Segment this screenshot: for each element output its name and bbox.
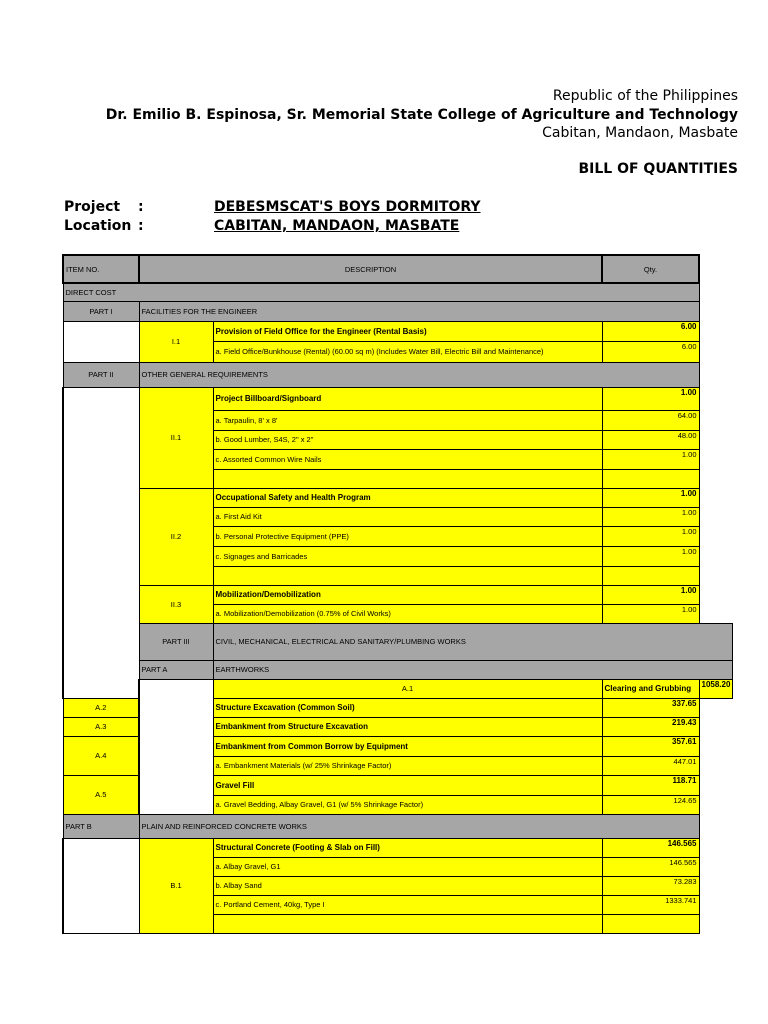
ii2-c: c. Signages and Barricades bbox=[213, 546, 602, 566]
ii2-code: II.2 bbox=[139, 488, 213, 585]
ii1-title: Project Billboard/Signboard bbox=[213, 387, 602, 410]
ii1-c: c. Assorted Common Wire Nails bbox=[213, 449, 602, 469]
location-label: Location bbox=[64, 218, 132, 234]
ii2-a-qty: 1.00 bbox=[602, 507, 699, 526]
project-colon: : bbox=[138, 199, 144, 215]
table-row bbox=[63, 321, 733, 341]
table-row bbox=[63, 488, 733, 507]
i1-code: I.1 bbox=[139, 321, 213, 362]
a1-code: A.1 bbox=[213, 679, 602, 698]
ii2-a: a. First Aid Kit bbox=[213, 507, 602, 526]
part2-title: OTHER GENERAL REQUIREMENTS bbox=[139, 362, 699, 387]
a2-code: A.2 bbox=[63, 698, 139, 717]
empty-cell bbox=[213, 914, 602, 933]
a4-qty: 357.61 bbox=[602, 736, 699, 756]
empty-cell bbox=[213, 566, 602, 585]
ii2-b-qty: 1.00 bbox=[602, 526, 699, 546]
a1-title: Clearing and Grubbing bbox=[602, 679, 699, 698]
a3-title: Embankment from Structure Excavation bbox=[213, 717, 602, 736]
part2-label: PART II bbox=[63, 362, 139, 387]
partA-title: EARTHWORKS bbox=[213, 660, 733, 679]
part1-label: PART I bbox=[63, 301, 139, 321]
ii1-c-qty: 1.00 bbox=[602, 449, 699, 469]
a5-a: a. Gravel Bedding, Albay Gravel, G1 (w/ 5% Shrinkage Factor) bbox=[213, 795, 602, 814]
col-desc-header: DESCRIPTION bbox=[139, 255, 602, 283]
blank-cell bbox=[63, 321, 139, 362]
b1-c: c. Portland Cement, 40kg, Type I bbox=[213, 895, 602, 914]
a3-code: A.3 bbox=[63, 717, 139, 736]
table-header-row bbox=[63, 255, 733, 283]
header-address: Cabitan, Mandaon, Masbate bbox=[542, 125, 738, 141]
a4-title: Embankment from Common Borrow by Equipment bbox=[213, 736, 602, 756]
a4-a: a. Embankment Materials (w/ 25% Shrinkage Factor) bbox=[213, 756, 602, 775]
empty-cell bbox=[213, 469, 602, 488]
direct-cost-label: DIRECT COST bbox=[63, 283, 699, 301]
empty-cell bbox=[602, 566, 699, 585]
a4-a-qty: 447.01 bbox=[602, 756, 699, 775]
partA-label: PART A bbox=[139, 660, 213, 679]
blank-cell bbox=[139, 679, 213, 814]
ii2-title: Occupational Safety and Health Program bbox=[213, 488, 602, 507]
ii3-a: a. Mobilization/Demobilization (0.75% of Civil Works) bbox=[213, 604, 602, 623]
part3-label: PART III bbox=[139, 623, 213, 660]
empty-cell bbox=[602, 469, 699, 488]
project-label: Project bbox=[64, 199, 121, 215]
b1-c-qty: 1333.741 bbox=[602, 895, 699, 914]
a5-title: Gravel Fill bbox=[213, 775, 602, 795]
partB-label: PART B bbox=[63, 814, 139, 838]
part1-title: FACILITIES FOR THE ENGINEER bbox=[139, 301, 699, 321]
ii1-a: a. Tarpaulin, 8' x 8' bbox=[213, 410, 602, 430]
table-row bbox=[63, 387, 733, 410]
ii3-a-qty: 1.00 bbox=[602, 604, 699, 623]
blank-cell bbox=[63, 838, 139, 933]
a5-code: A.5 bbox=[63, 775, 139, 814]
doc-title: BILL OF QUANTITIES bbox=[578, 161, 738, 177]
ii1-code: II.1 bbox=[139, 387, 213, 488]
col-item-header: ITEM NO. bbox=[63, 255, 139, 283]
b1-code: B.1 bbox=[139, 838, 213, 933]
i1-sub: a. Field Office/Bunkhouse (Rental) (60.00 sq m) (Includes Water Bill, Electric Bill and Maintenance) bbox=[213, 341, 602, 362]
b1-title: Structural Concrete (Footing & Slab on Fill) bbox=[213, 838, 602, 857]
a2-qty: 337.65 bbox=[602, 698, 699, 717]
ii1-qty: 1.00 bbox=[602, 387, 699, 410]
a5-qty: 118.71 bbox=[602, 775, 699, 795]
direct-cost-row bbox=[63, 283, 733, 301]
ii1-b: b. Good Lumber, S4S, 2" x 2" bbox=[213, 430, 602, 449]
empty-cell bbox=[602, 914, 699, 933]
b1-a: a. Albay Gravel, G1 bbox=[213, 857, 602, 876]
b1-b-qty: 73.283 bbox=[602, 876, 699, 895]
b1-b: b. Albay Sand bbox=[213, 876, 602, 895]
partB-row bbox=[63, 814, 733, 838]
part2-row bbox=[63, 362, 733, 387]
bill-of-quantities-table bbox=[62, 254, 733, 934]
ii3-title: Mobilization/Demobilization bbox=[213, 585, 602, 604]
location-value: CABITAN, MANDAON, MASBATE bbox=[214, 218, 460, 234]
b1-qty: 146.565 bbox=[602, 838, 699, 857]
blank-cell bbox=[63, 387, 139, 698]
location-colon: : bbox=[138, 218, 144, 234]
a4-code: A.4 bbox=[63, 736, 139, 775]
header-republic: Republic of the Philippines bbox=[552, 88, 738, 104]
i1-sub-qty: 6.00 bbox=[602, 341, 699, 362]
i1-qty: 6.00 bbox=[602, 321, 699, 341]
ii2-qty: 1.00 bbox=[602, 488, 699, 507]
a3-qty: 219.43 bbox=[602, 717, 699, 736]
ii1-b-qty: 48.00 bbox=[602, 430, 699, 449]
part3-title: CIVIL, MECHANICAL, ELECTRICAL AND SANITARY/PLUMBING WORKS bbox=[213, 623, 733, 660]
partB-title: PLAIN AND REINFORCED CONCRETE WORKS bbox=[139, 814, 699, 838]
part3-row bbox=[63, 623, 733, 660]
a2-title: Structure Excavation (Common Soil) bbox=[213, 698, 602, 717]
partA-row bbox=[63, 660, 733, 679]
b1-a-qty: 146.565 bbox=[602, 857, 699, 876]
table-row bbox=[63, 838, 733, 857]
a5-a-qty: 124.65 bbox=[602, 795, 699, 814]
ii1-a-qty: 64.00 bbox=[602, 410, 699, 430]
project-value: DEBESMSCAT'S BOYS DORMITORY bbox=[214, 199, 481, 215]
table-row bbox=[63, 679, 733, 698]
col-qty-header: Qty. bbox=[602, 255, 699, 283]
part1-row bbox=[63, 301, 733, 321]
table-row bbox=[63, 585, 733, 604]
header-college: Dr. Emilio B. Espinosa, Sr. Memorial State College of Agriculture and Technology bbox=[105, 107, 738, 123]
i1-title: Provision of Field Office for the Engineer (Rental Basis) bbox=[213, 321, 602, 341]
ii3-qty: 1.00 bbox=[602, 585, 699, 604]
a1-qty: 1058.20 bbox=[699, 679, 733, 698]
ii3-code: II.3 bbox=[139, 585, 213, 623]
ii2-b: b. Personal Protective Equipment (PPE) bbox=[213, 526, 602, 546]
ii2-c-qty: 1.00 bbox=[602, 546, 699, 566]
